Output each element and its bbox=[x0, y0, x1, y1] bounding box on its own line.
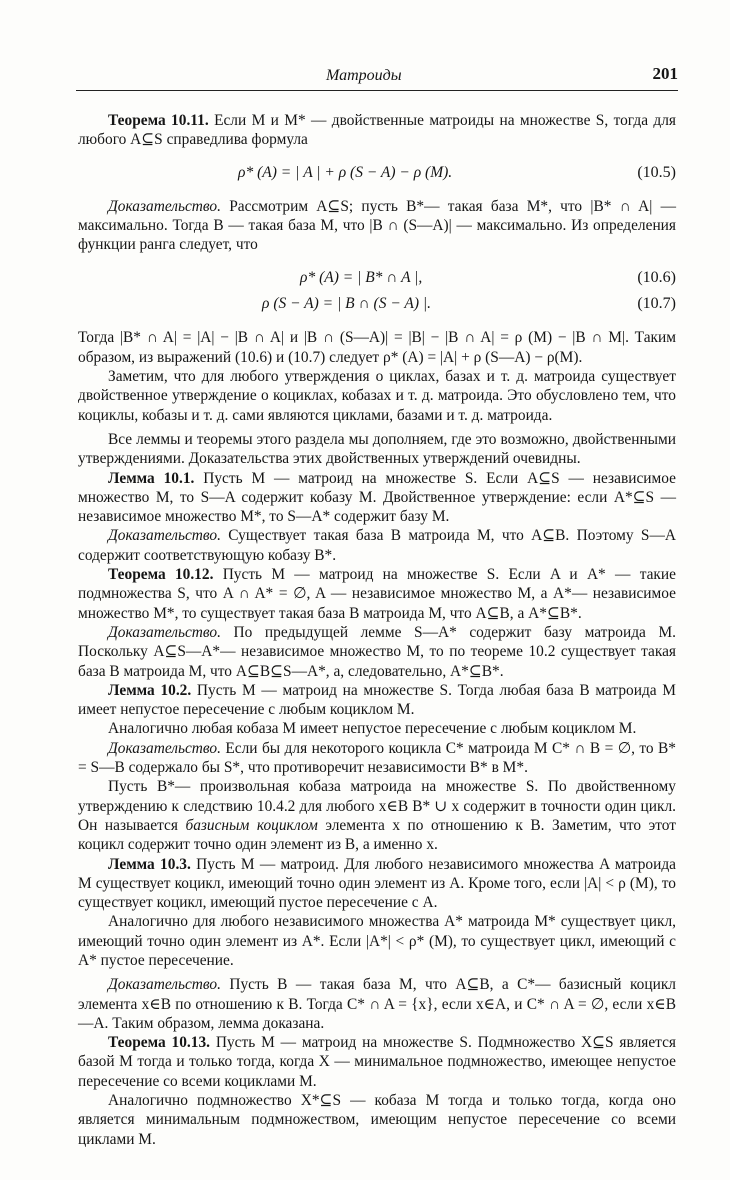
proof-text: По предыдущей лемме S—A* содержит базу матроида M. Поскольку A⊆S—A*— независимое множество M, то по теореме 10.2 существует такая база B матроида M, что A⊆B⊆S—A*, а, следовательно, A*⊆B*. bbox=[78, 623, 676, 680]
formula-expression: ρ* (A) = | B* ∩ A |, bbox=[300, 269, 423, 287]
paragraph-basic-cocycle bbox=[78, 777, 676, 854]
proof-label: Доказательство. bbox=[108, 197, 221, 215]
paragraph-final: Аналогично подмножество X*⊆S — кобаза M тогда и только тогда, когда оно является минимальным подмножеством, имеющим непустое пересечение со всеми циклами M. bbox=[78, 1092, 676, 1148]
paragraph-text-before: Пусть B*— произвольная кобаза матроида на множестве S. По двойственному утверждению к следствию 10.4.2 для любого x∈B B* ∪ x содержит в точности один цикл. Он называется bbox=[78, 778, 676, 834]
proof-label: Доказательство. bbox=[108, 527, 221, 545]
theorem-label: Теорема 10.11. bbox=[108, 112, 209, 129]
running-title: Матроиды bbox=[326, 67, 402, 84]
proof-text: Существует такая база B матроида M, что A⊆B. Поэтому S—A содержит соответствующую кобазу B*. bbox=[78, 527, 676, 564]
proof-4 bbox=[78, 739, 676, 778]
paragraph-text-after: элемента x по отношению к B. Заметим, что этот коцикл содержит точно один элемент из B, а именно x. bbox=[78, 816, 676, 854]
proof-label: Доказательство. bbox=[108, 976, 221, 994]
page-number: 201 bbox=[652, 64, 678, 83]
formula-number: (10.5) bbox=[637, 163, 676, 181]
lemma-10-2 bbox=[78, 681, 676, 720]
theorem-label: Теорема 10.13. bbox=[108, 1034, 210, 1052]
proof-text: Если бы для некоторого коцикла C* матроида M C* ∩ B = ∅, то B* = S—B содержало бы S*, что противоречит независимости B* в M*. bbox=[78, 739, 676, 777]
lemma-text: Пусть M — матроид на множестве S. Тогда любая база B матроида M имеет непустое пересечение с любым коциклом M. bbox=[78, 681, 676, 719]
theorem-10-12 bbox=[78, 565, 676, 623]
lemma-label: Лемма 10.1. bbox=[108, 469, 195, 487]
proof-1 bbox=[78, 197, 676, 255]
paragraph-all: Все леммы и теоремы этого раздела мы дополняем, где это возможно, двойственными утверждениями. Доказательства этих двойственных утверждений очевидны. bbox=[78, 430, 676, 468]
formula-number: (10.6) bbox=[637, 269, 676, 287]
paragraph-analog-2: Аналогично для любого независимого множества A* матроида M* существует цикл, имеющий точно один элемент из A*. Если |A*| < ρ* (M), то существует цикл, имеющий с A* пустое пересечение. bbox=[78, 913, 676, 969]
lemma-text: Пусть M — матроид на множестве S. Если A⊆S — независимое множество M, то S—A содержит кобазу M. Двойственное утверждение: если A*⊆S — независимое множество M*, то S—A* содержит базу M. bbox=[78, 469, 676, 526]
paragraph-analog-1: Аналогично любая кобаза M имеет непустое пересечение с любым коциклом M. bbox=[108, 720, 637, 738]
formula-10-6 bbox=[78, 268, 676, 288]
paragraph-note: Заметим, что для любого утверждения о циклах, базах и т. д. матроида существует двойственное утверждение о коциклах, кобазах и т. д. матроида. Это обусловлено тем, что коциклы, кобазы и т. д. сами являются циклами, базами и т. д. матроида. bbox=[78, 368, 676, 424]
term-basic-cocycle: базисным коциклом bbox=[185, 816, 318, 834]
page-header bbox=[76, 66, 678, 91]
theorem-text: Пусть M — матроид на множестве S. Если A и A* — такие подмножества S, что A ∩ A* = ∅, A — независимое множество M, а A*— независимое множество M*, то существует такая база B матроида M, что A⊆B, а A*⊆B*. bbox=[78, 566, 676, 622]
page-body bbox=[78, 111, 676, 1149]
lemma-10-1 bbox=[78, 469, 676, 527]
formula-10-7 bbox=[78, 294, 676, 314]
theorem-text: Пусть M — матроид на множестве S. Подмножество X⊆S является базой M тогда и только тогда, когда X — минимальное подмножество, имеющее непустое пересечение со всеми коциклами M. bbox=[78, 1034, 676, 1090]
proof-label: Доказательство. bbox=[108, 739, 221, 757]
formula-number: (10.7) bbox=[637, 295, 676, 313]
proof-3 bbox=[78, 623, 676, 681]
proof-text: Пусть B — такая база M, что A⊆B, а C*— базисный коцикл элемента x∈B по отношению к B. Тогда C* ∩ A = {x}, если x∈A, и C* ∩ A = ∅, если x∈B—A. Таким образом, лемма доказана. bbox=[78, 976, 676, 1032]
proof-text: Рассмотрим A⊆S; пусть B*— такая база M*, что |B* ∩ A| — максимально. Тогда B — такая база M, что |B ∩ (S—A)| — максимально. Из определения функции ранга следует, что bbox=[78, 197, 676, 254]
lemma-10-3 bbox=[78, 855, 676, 913]
proof-2 bbox=[78, 526, 676, 565]
formula-expression: ρ* (A) = | A | + ρ (S − A) − ρ (M). bbox=[238, 163, 453, 181]
lemma-text: Пусть M — матроид. Для любого независимого множества A матроида M существует коцикл, имеющий точно один элемент из A. Кроме того, если |A| < ρ (M), то существует коцикл, имеющий пустое пересечение с A. bbox=[78, 855, 676, 912]
formula-10-5 bbox=[78, 163, 676, 183]
proof-label: Доказательство. bbox=[108, 623, 221, 641]
proof-5 bbox=[78, 975, 676, 1033]
lemma-label: Лемма 10.2. bbox=[108, 681, 192, 699]
lemma-label: Лемма 10.3. bbox=[108, 855, 191, 873]
formula-expression: ρ (S − A) = | B ∩ (S − A) |. bbox=[262, 295, 432, 313]
theorem-label: Теорема 10.12. bbox=[108, 566, 214, 584]
theorem-10-11 bbox=[78, 111, 676, 150]
theorem-10-13 bbox=[78, 1033, 676, 1091]
theorem-text: Если M и M* — двойственные матроиды на множестве S, тогда для любого A⊆S справедлива формула bbox=[78, 112, 676, 149]
paragraph-conclusion: Тогда |B* ∩ A| = |A| − |B ∩ A| и |B ∩ (S—A)| = |B| − |B ∩ A| = ρ (M) − |B ∩ M|. Таким образом, из выражений (10.6) и (10.7) следует ρ* (A) = |A| + ρ (S—A) − ρ(M). bbox=[78, 329, 676, 366]
